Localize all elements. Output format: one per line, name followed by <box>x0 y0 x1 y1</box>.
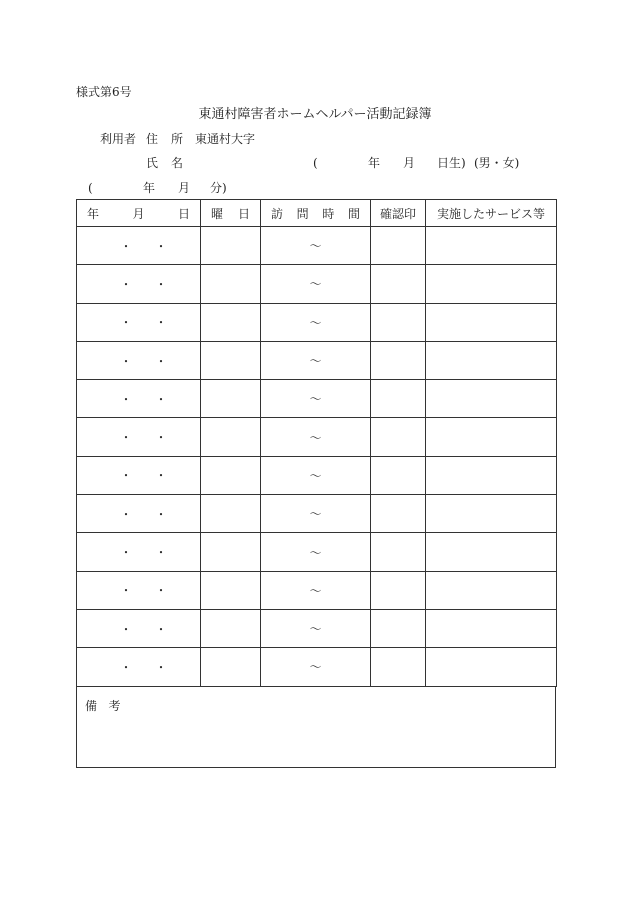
confirm-stamp-cell[interactable] <box>371 571 426 609</box>
time-separator: 〜 <box>309 239 322 254</box>
visit-time-cell[interactable] <box>261 380 371 418</box>
services-cell[interactable] <box>426 265 557 303</box>
date-separator: ・ <box>120 622 133 637</box>
header-confirm-stamp: 確認印 <box>371 200 426 227</box>
date-separator: ・ <box>120 507 133 522</box>
table-row <box>77 303 557 341</box>
table-row <box>77 609 557 647</box>
time-separator: 〜 <box>309 660 322 675</box>
time-separator: 〜 <box>309 545 322 560</box>
confirm-stamp-cell[interactable] <box>371 533 426 571</box>
date-separator: ・ <box>120 660 133 675</box>
header-weekday: 曜 日 <box>201 200 261 227</box>
table-row <box>77 265 557 303</box>
date-separator: ・ <box>155 507 168 522</box>
date-separator: ・ <box>155 277 168 292</box>
weekday-cell[interactable] <box>201 227 261 265</box>
birth-month-label: 月 <box>403 156 416 170</box>
time-separator: 〜 <box>309 507 322 522</box>
birth-year-label: 年 <box>368 156 381 170</box>
services-cell[interactable] <box>426 648 557 686</box>
date-separator: ・ <box>120 545 133 560</box>
time-separator: 〜 <box>309 354 322 369</box>
date-separator: ・ <box>155 354 168 369</box>
table-row <box>77 341 557 379</box>
date-separator: ・ <box>120 583 133 598</box>
confirm-stamp-cell[interactable] <box>371 648 426 686</box>
visit-time-cell[interactable] <box>261 227 371 265</box>
birth-day-label: 日生) <box>437 156 466 170</box>
visit-time-cell[interactable] <box>261 495 371 533</box>
table-row <box>77 418 557 456</box>
date-cell[interactable] <box>77 571 201 609</box>
date-cell[interactable] <box>77 227 201 265</box>
date-separator: ・ <box>155 239 168 254</box>
services-cell[interactable] <box>426 609 557 647</box>
birth-paren: ( <box>313 156 318 170</box>
address-label-2: 所 <box>171 132 184 146</box>
confirm-stamp-cell[interactable] <box>371 303 426 341</box>
date-separator: ・ <box>120 354 133 369</box>
duration-minutes-label: 分) <box>210 181 227 195</box>
weekday-cell[interactable] <box>201 418 261 456</box>
date-cell[interactable] <box>77 303 201 341</box>
confirm-stamp-cell[interactable] <box>371 609 426 647</box>
remarks-cell[interactable] <box>77 687 556 768</box>
confirm-stamp-cell[interactable] <box>371 341 426 379</box>
name-label-1: 氏 <box>146 156 159 170</box>
date-separator: ・ <box>155 660 168 675</box>
duration-month-label: 月 <box>178 181 191 195</box>
visit-time-cell[interactable] <box>261 418 371 456</box>
date-separator: ・ <box>120 315 133 330</box>
remarks-table <box>76 686 556 768</box>
date-separator: ・ <box>120 468 133 483</box>
confirm-stamp-cell[interactable] <box>371 265 426 303</box>
date-cell[interactable] <box>77 609 201 647</box>
visit-time-cell[interactable] <box>261 609 371 647</box>
header-services: 実施したサービス等 <box>426 200 557 227</box>
visit-time-cell[interactable] <box>261 303 371 341</box>
time-separator: 〜 <box>309 468 322 483</box>
address-label-1: 住 <box>146 132 159 146</box>
date-separator: ・ <box>155 545 168 560</box>
services-cell[interactable] <box>426 456 557 494</box>
visit-time-cell[interactable] <box>261 341 371 379</box>
form-number: 様式第6号 <box>76 85 132 99</box>
weekday-cell[interactable] <box>201 648 261 686</box>
services-cell[interactable] <box>426 418 557 456</box>
date-separator: ・ <box>155 468 168 483</box>
services-cell[interactable] <box>426 495 557 533</box>
date-cell[interactable] <box>77 456 201 494</box>
table-row <box>77 495 557 533</box>
time-separator: 〜 <box>309 392 322 407</box>
date-separator: ・ <box>120 239 133 254</box>
header-date: 年 月 日 <box>77 200 201 227</box>
table-row <box>77 227 557 265</box>
date-separator: ・ <box>155 392 168 407</box>
table-row <box>77 571 557 609</box>
date-separator: ・ <box>120 430 133 445</box>
date-separator: ・ <box>120 392 133 407</box>
visit-time-cell[interactable] <box>261 265 371 303</box>
date-cell[interactable] <box>77 648 201 686</box>
visit-time-cell[interactable] <box>261 571 371 609</box>
date-cell[interactable] <box>77 533 201 571</box>
duration-paren: ( <box>88 181 93 195</box>
table-header-row <box>77 200 557 227</box>
date-cell[interactable] <box>77 418 201 456</box>
services-cell[interactable] <box>426 303 557 341</box>
table-row <box>77 648 557 686</box>
visit-time-cell[interactable] <box>261 648 371 686</box>
user-label: 利用者 <box>100 132 137 146</box>
visit-time-cell[interactable] <box>261 456 371 494</box>
time-separator: 〜 <box>309 315 322 330</box>
weekday-cell[interactable] <box>201 380 261 418</box>
time-separator: 〜 <box>309 583 322 598</box>
date-separator: ・ <box>155 430 168 445</box>
date-separator: ・ <box>155 622 168 637</box>
confirm-stamp-cell[interactable] <box>371 418 426 456</box>
remarks-label: 備 考 <box>85 699 121 713</box>
visit-time-cell[interactable] <box>261 533 371 571</box>
duration-year-label: 年 <box>143 181 156 195</box>
weekday-cell[interactable] <box>201 495 261 533</box>
weekday-cell[interactable] <box>201 533 261 571</box>
name-label-2: 名 <box>171 156 184 170</box>
services-cell[interactable] <box>426 533 557 571</box>
date-cell[interactable] <box>77 341 201 379</box>
time-separator: 〜 <box>309 622 322 637</box>
confirm-stamp-cell[interactable] <box>371 456 426 494</box>
form-title: 東通村障害者ホームヘルパー活動記録簿 <box>198 107 432 122</box>
date-separator: ・ <box>120 277 133 292</box>
confirm-stamp-cell[interactable] <box>371 380 426 418</box>
services-cell[interactable] <box>426 380 557 418</box>
gender-choice: (男・女) <box>474 156 520 170</box>
weekday-cell[interactable] <box>201 303 261 341</box>
weekday-cell[interactable] <box>201 341 261 379</box>
header-visit-time: 訪 問 時 間 <box>261 200 371 227</box>
time-separator: 〜 <box>309 430 322 445</box>
services-cell[interactable] <box>426 571 557 609</box>
date-separator: ・ <box>155 315 168 330</box>
weekday-cell[interactable] <box>201 456 261 494</box>
date-cell[interactable] <box>77 265 201 303</box>
weekday-cell[interactable] <box>201 571 261 609</box>
weekday-cell[interactable] <box>201 265 261 303</box>
time-separator: 〜 <box>309 277 322 292</box>
date-cell[interactable] <box>77 380 201 418</box>
date-separator: ・ <box>155 583 168 598</box>
confirm-stamp-cell[interactable] <box>371 495 426 533</box>
services-cell[interactable] <box>426 341 557 379</box>
table-row <box>77 533 557 571</box>
confirm-stamp-cell[interactable] <box>371 227 426 265</box>
address-value[interactable]: 東通村大字 <box>195 132 256 146</box>
services-cell[interactable] <box>426 227 557 265</box>
table-row <box>77 456 557 494</box>
table-row <box>77 380 557 418</box>
weekday-cell[interactable] <box>201 609 261 647</box>
date-cell[interactable] <box>77 495 201 533</box>
activity-record-table <box>76 199 557 687</box>
